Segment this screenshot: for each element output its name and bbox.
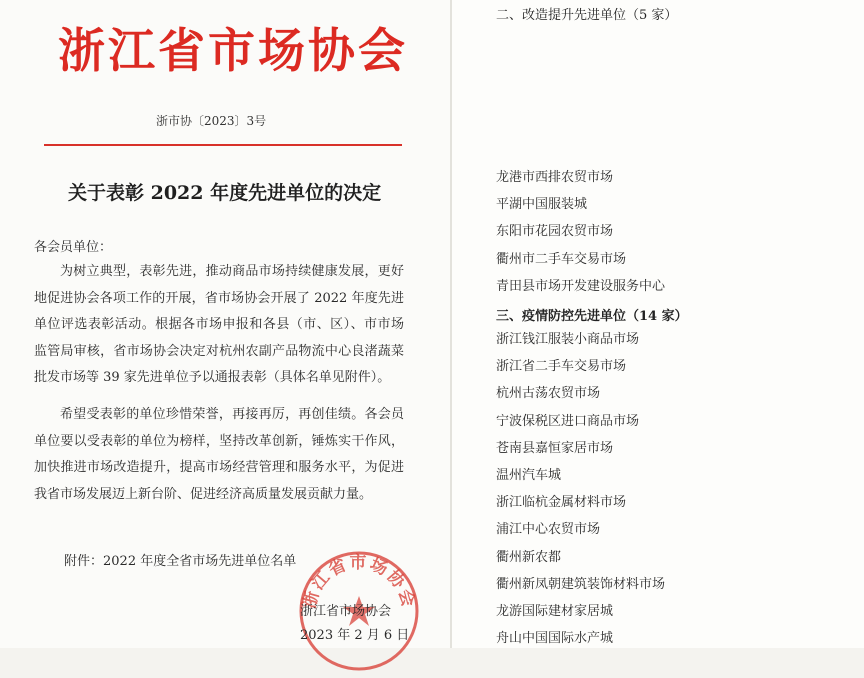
list-item: 衢州新农都: [496, 549, 562, 565]
list-item: 苍南县嘉恒家居市场: [496, 440, 614, 456]
list-item: 宁波保税区进口商品市场: [496, 413, 640, 429]
section-two-heading: 二、改造提升先进单位（5 家）: [496, 8, 678, 23]
list-item: 舟山中国国际水产城: [496, 631, 614, 647]
org-letterhead-title: 浙江省市场协会: [58, 24, 408, 79]
attachment-note: 附件：2022 年度全省市场先进单位名单: [64, 554, 297, 569]
salutation: 各会员单位：: [34, 240, 113, 255]
list-item: 浙江钱江服装小商品市场: [496, 332, 640, 347]
list-item: 杭州古荡农贸市场: [496, 386, 601, 402]
list-item: 浙江省二手车交易市场: [496, 359, 627, 375]
list-item: 平湖中国服装城: [496, 197, 588, 213]
letterhead-red-rule: [44, 144, 402, 146]
page-gutter: [450, 0, 452, 648]
signature-date: 2023 年 2 月 6 日: [300, 628, 410, 643]
list-item: 浙江临杭金属材料市场: [496, 495, 627, 511]
list-item: 龙游国际建材家居城: [496, 603, 614, 619]
body-paragraph-2: 希望受表彰的单位珍惜荣誉，再接再厉，再创佳绩。各会员单位要以受表彰的单位为榜样，坚持改革创新，锤炼实干作风，加快推进市场改造提升，提高市场经营管理和服务水平，为促进我省市场发展迈上新台阶、促进经济高质量发展贡献力量。: [34, 407, 404, 502]
list-item: 衢州市二手车交易市场: [496, 251, 627, 267]
signature-organization: 浙江省市场协会: [300, 604, 392, 619]
decision-title: 关于表彰 2022 年度先进单位的决定: [68, 182, 382, 204]
list-item: 龙港市西排农贸市场: [496, 170, 614, 185]
list-item: 青田县市场开发建设服务中心: [496, 278, 666, 294]
list-item: 东阳市花园农贸市场: [496, 224, 614, 240]
body-paragraph-1: 为树立典型，表彰先进，推动商品市场持续健康发展，更好地促进协会各项工作的开展，省市场协会开展了 2022 年度先进单位评选表彰活动。根据各市场申报和各县（市、区）、市市场监管局审核，省市场协会决定对杭州农副产品物流中心良渚蔬菜批发市场等 39 家先进单位予以通报表彰（具体名单见附件）。: [34, 264, 404, 385]
document-number: 浙市协〔2023〕3号: [156, 114, 267, 128]
list-item: 衢州新凤朝建筑装饰材料市场: [496, 576, 666, 592]
list-item: 温州汽车城: [496, 467, 562, 483]
svg-text:浙江省市场协会: 浙江省市场协会: [299, 553, 419, 611]
section-three-unit-list: [496, 326, 665, 652]
section-three-heading: 三、疫情防控先进单位（14 家）: [496, 309, 688, 324]
section-two-unit-list: [496, 164, 665, 300]
list-item: 浦江中心农贸市场: [496, 522, 601, 538]
